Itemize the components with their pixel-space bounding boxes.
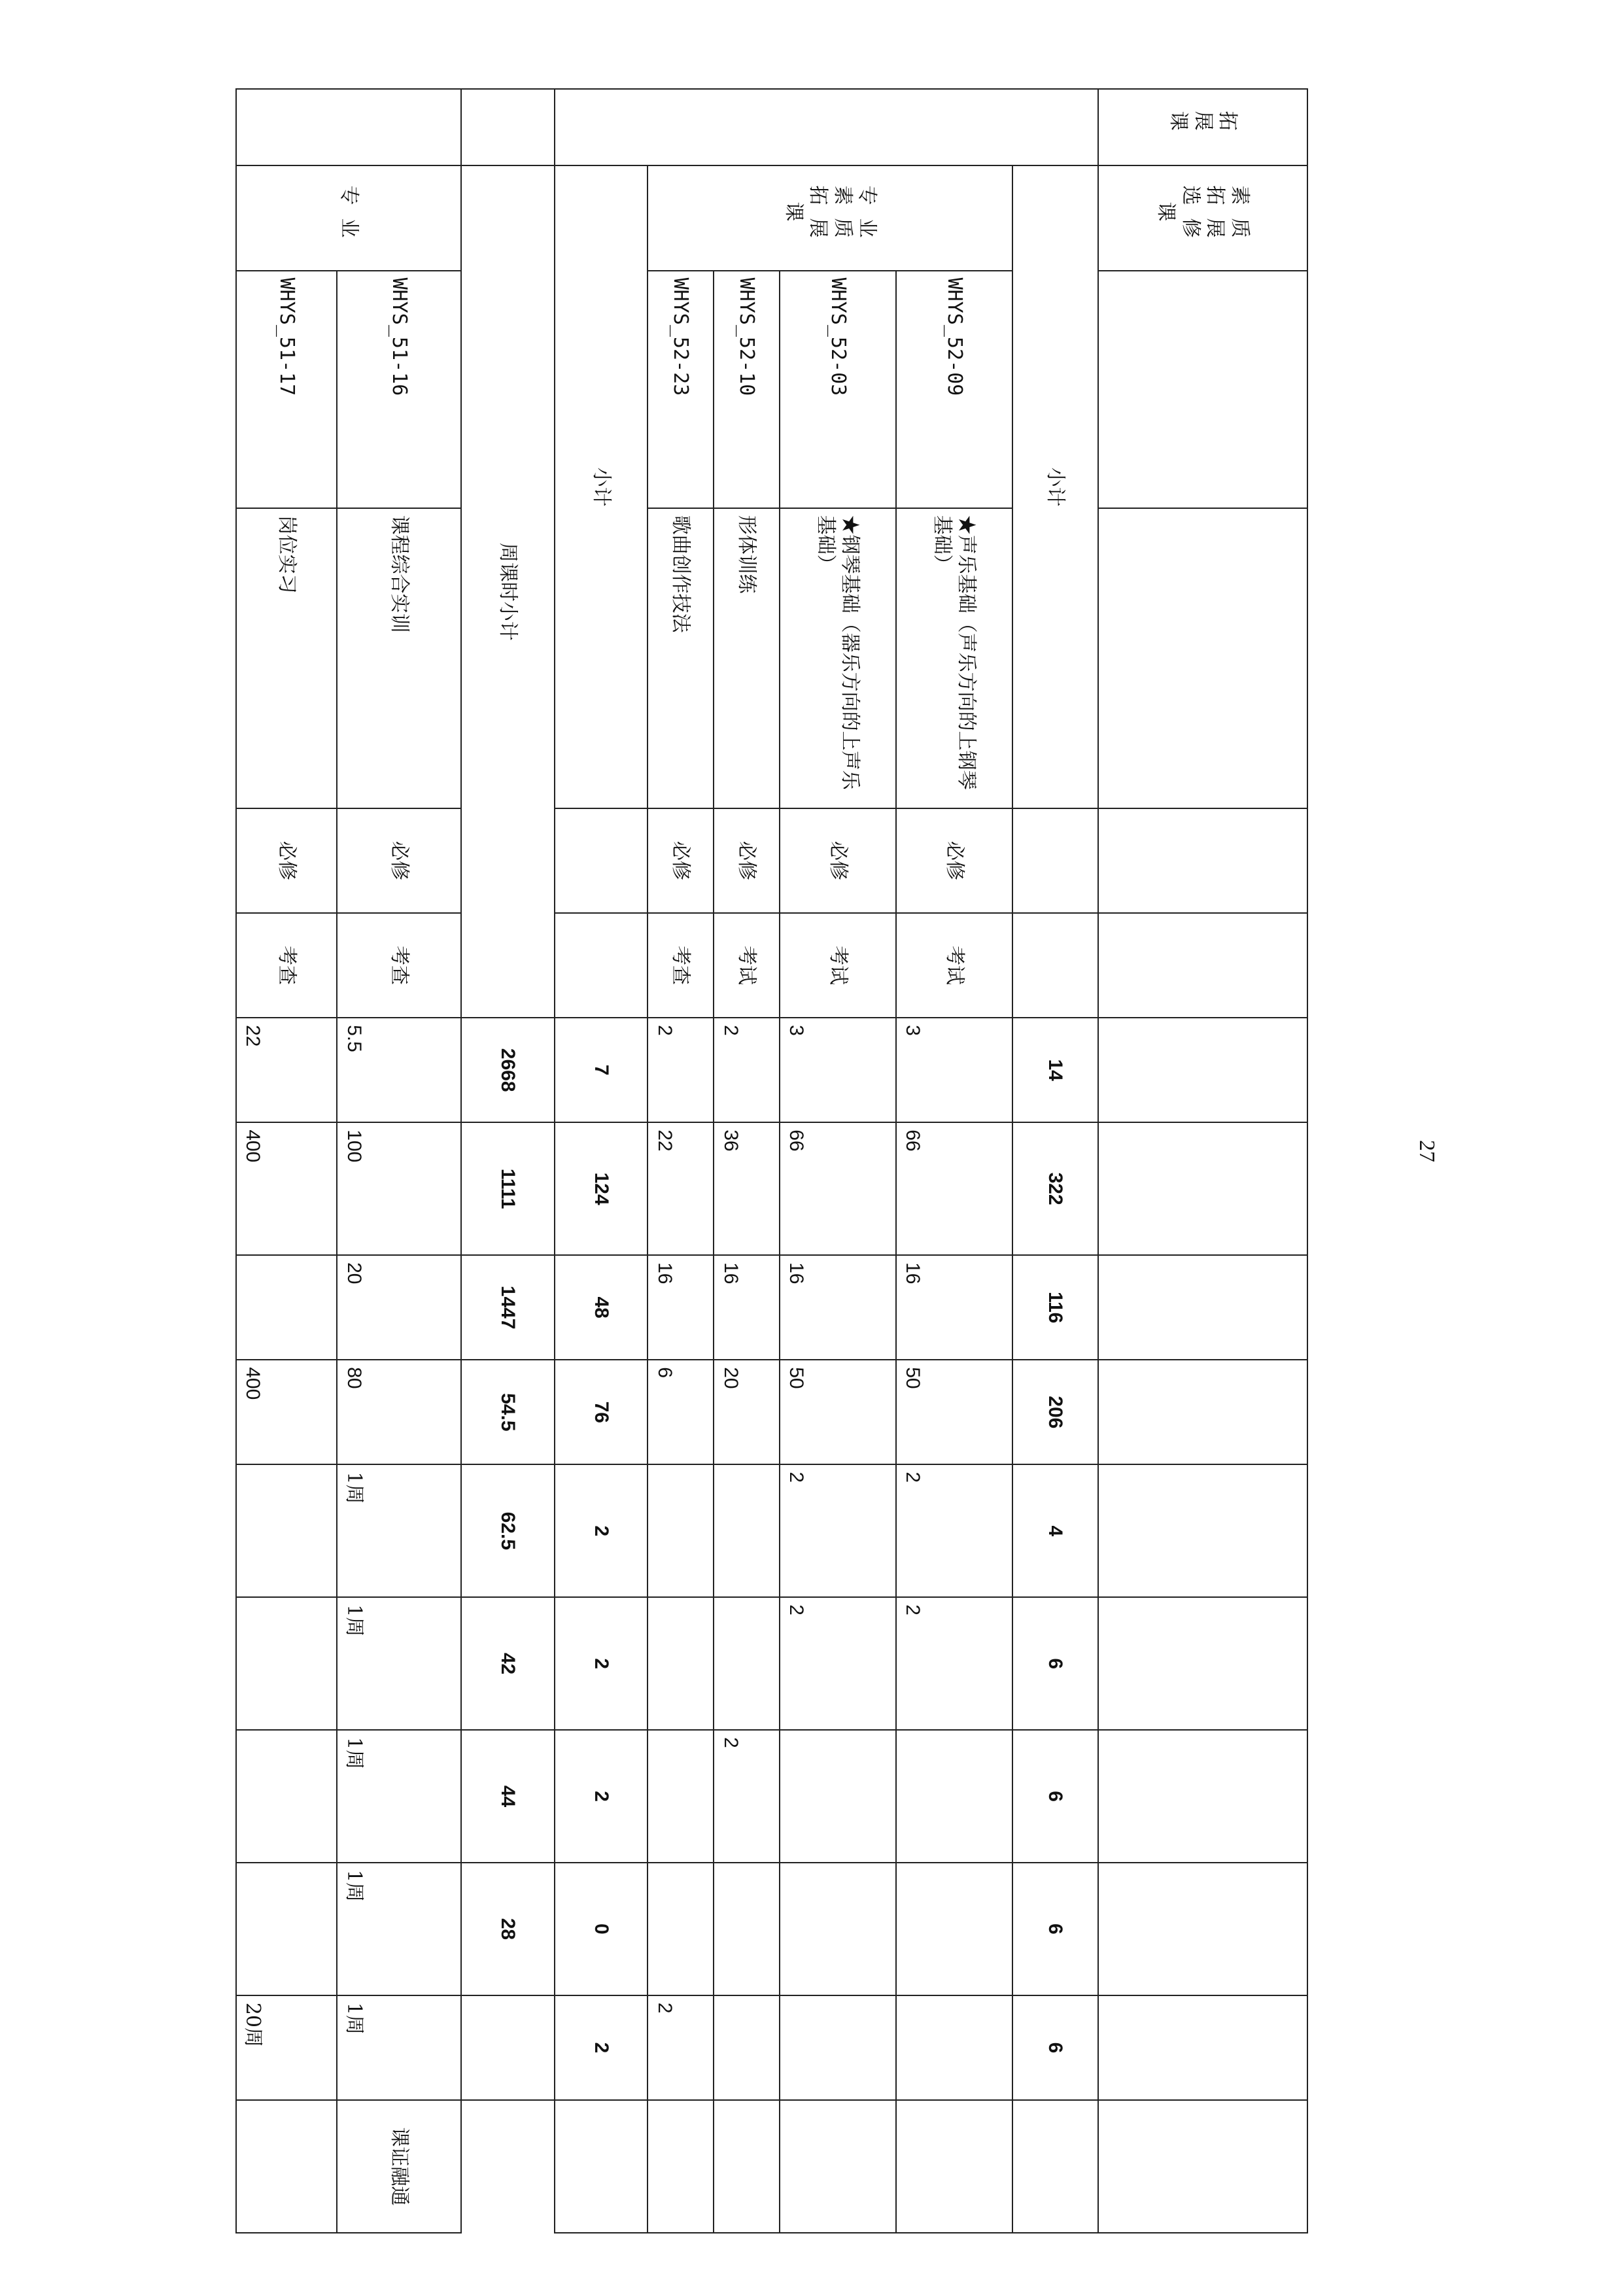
- sem-1: 2: [555, 1464, 648, 1597]
- course-s5: 1周: [337, 1995, 461, 2100]
- course-code: WHYS_51-17: [236, 271, 337, 508]
- course-theory: 16: [714, 1255, 780, 1360]
- course-practice: 80: [337, 1360, 461, 1464]
- course-assess: 考查: [337, 913, 461, 1018]
- theory-hours: 116: [1012, 1255, 1098, 1360]
- sem-1: 4: [1012, 1464, 1098, 1597]
- course-s1: 2: [780, 1464, 896, 1597]
- theory-hours: 48: [555, 1255, 648, 1360]
- course-s5: 2: [648, 1995, 714, 2100]
- credits: 7: [555, 1018, 648, 1122]
- course-s1: [714, 1464, 780, 1597]
- course-credits: 3: [896, 1018, 1012, 1122]
- page-number: 27: [1415, 1140, 1439, 1162]
- course-credits: 2: [648, 1018, 714, 1122]
- course-theory: [236, 1255, 337, 1360]
- course-practice: 20: [714, 1360, 780, 1464]
- weekly-subtotal-row: [461, 89, 554, 2233]
- course-s5: [780, 1995, 896, 2100]
- sem-3: 42: [461, 1597, 554, 1730]
- sem-4: 6: [1012, 1863, 1098, 1995]
- course-assess: 考试: [780, 913, 896, 1018]
- course-s2: [236, 1597, 337, 1730]
- practice-hours: 206: [1012, 1360, 1098, 1464]
- course-s1: 2: [896, 1464, 1012, 1597]
- course-total: 100: [337, 1122, 461, 1255]
- course-credits: 22: [236, 1018, 337, 1122]
- course-s3: [780, 1730, 896, 1863]
- course-assess: 考查: [648, 913, 714, 1018]
- course-s1: 1周: [337, 1464, 461, 1597]
- sem-1: 54.5: [461, 1360, 554, 1464]
- sem-5: 6: [1012, 1995, 1098, 2100]
- subtotal-row-2: [555, 89, 648, 2233]
- course-type: 必修: [780, 808, 896, 913]
- subtotal-row-1: [1012, 89, 1098, 2233]
- table-rotation-frame: [235, 88, 1308, 2233]
- course-row: [780, 89, 896, 2233]
- course-s5: [896, 1995, 1012, 2100]
- course-s1: [648, 1464, 714, 1597]
- theory-hours: 1111: [461, 1122, 554, 1255]
- sem-4: 0: [555, 1863, 648, 1995]
- course-total: 66: [780, 1122, 896, 1255]
- course-name: ★声乐基础（声乐方向的上钢琴基础）: [896, 508, 1012, 808]
- course-theory: 16: [896, 1255, 1012, 1360]
- course-total: 400: [236, 1122, 337, 1255]
- course-theory: 20: [337, 1255, 461, 1360]
- rotated-table-sheet: [235, 88, 1308, 2233]
- sem-2: 6: [1012, 1597, 1098, 1730]
- course-s4: [648, 1863, 714, 1995]
- category-sub: 素质拓展选修课: [1098, 165, 1307, 270]
- course-type: 必修: [236, 808, 337, 913]
- course-type: 必修: [896, 808, 1012, 913]
- sem-3: 6: [1012, 1730, 1098, 1863]
- course-name: 歌曲创作技法: [648, 508, 714, 808]
- course-assess: 考试: [896, 913, 1012, 1018]
- course-s5: [714, 1995, 780, 2100]
- course-code: WHYS_51-16: [337, 271, 461, 508]
- course-s3: 1周: [337, 1730, 461, 1863]
- curriculum-table: [235, 88, 1308, 2233]
- course-credits: 3: [780, 1018, 896, 1122]
- course-practice: 400: [236, 1360, 337, 1464]
- sem-3: 2: [555, 1730, 648, 1863]
- sem-2: 2: [555, 1597, 648, 1730]
- weekly-subtotal-label: 周课时小计: [461, 165, 554, 1018]
- course-s4: [780, 1863, 896, 1995]
- total-hours: 124: [555, 1122, 648, 1255]
- course-name: 课程综合实训: [337, 508, 461, 808]
- total-hours: 2668: [461, 1018, 554, 1122]
- course-s3: [896, 1730, 1012, 1863]
- course-theory: 16: [648, 1255, 714, 1360]
- course-s2: [714, 1597, 780, 1730]
- course-practice: 50: [896, 1360, 1012, 1464]
- course-s2: [648, 1597, 714, 1730]
- subtotal-label: 小计: [555, 165, 648, 808]
- course-note: 课证融通: [337, 2100, 461, 2233]
- sem-4: 44: [461, 1730, 554, 1863]
- course-credits: 2: [714, 1018, 780, 1122]
- practice-hours: 76: [555, 1360, 648, 1464]
- course-credits: 5.5: [337, 1018, 461, 1122]
- course-s2: 1周: [337, 1597, 461, 1730]
- practice-row: [337, 89, 461, 2233]
- course-name: 岗位实习: [236, 508, 337, 808]
- course-s3: [648, 1730, 714, 1863]
- course-code: WHYS_52-03: [780, 271, 896, 508]
- course-total: 36: [714, 1122, 780, 1255]
- course-s1: [236, 1464, 337, 1597]
- course-theory: 16: [780, 1255, 896, 1360]
- course-row: [648, 89, 714, 2233]
- course-total: 22: [648, 1122, 714, 1255]
- sem-5: 28: [461, 1863, 554, 1995]
- course-s3: [236, 1730, 337, 1863]
- course-code: WHYS_52-09: [896, 271, 1012, 508]
- sem-5: 2: [555, 1995, 648, 2100]
- course-s3: 2: [714, 1730, 780, 1863]
- course-practice: 6: [648, 1360, 714, 1464]
- course-code: WHYS_52-23: [648, 271, 714, 508]
- course-s4: 1周: [337, 1863, 461, 1995]
- practice-row: [236, 89, 337, 2233]
- course-row: [714, 89, 780, 2233]
- group-label: 专业素质拓展课: [648, 165, 1012, 270]
- total-hours: 322: [1012, 1122, 1098, 1255]
- course-name: 形体训练: [714, 508, 780, 808]
- course-type: 必修: [714, 808, 780, 913]
- course-total: 66: [896, 1122, 1012, 1255]
- course-s4: [714, 1863, 780, 1995]
- course-s4: [236, 1863, 337, 1995]
- course-type: 必修: [337, 808, 461, 913]
- practice-hours: 1447: [461, 1255, 554, 1360]
- course-assess: 考试: [714, 913, 780, 1018]
- course-code: WHYS_52-10: [714, 271, 780, 508]
- course-s4: [896, 1863, 1012, 1995]
- credits: 14: [1012, 1018, 1098, 1122]
- course-name: ★钢琴基础（器乐方向的上声乐基础）: [780, 508, 896, 808]
- category-outer: 拓展课: [1098, 89, 1307, 165]
- course-practice: 50: [780, 1360, 896, 1464]
- subtotal-label: 小计: [1012, 165, 1098, 808]
- course-type: 必修: [648, 808, 714, 913]
- course-s2: 2: [896, 1597, 1012, 1730]
- sem-2: 62.5: [461, 1464, 554, 1597]
- course-row: [896, 89, 1012, 2233]
- table-row: [1098, 89, 1307, 2233]
- major-label: 专业: [236, 165, 461, 270]
- course-assess: 考查: [236, 913, 337, 1018]
- course-s6: 20周: [236, 1995, 337, 2100]
- course-s2: 2: [780, 1597, 896, 1730]
